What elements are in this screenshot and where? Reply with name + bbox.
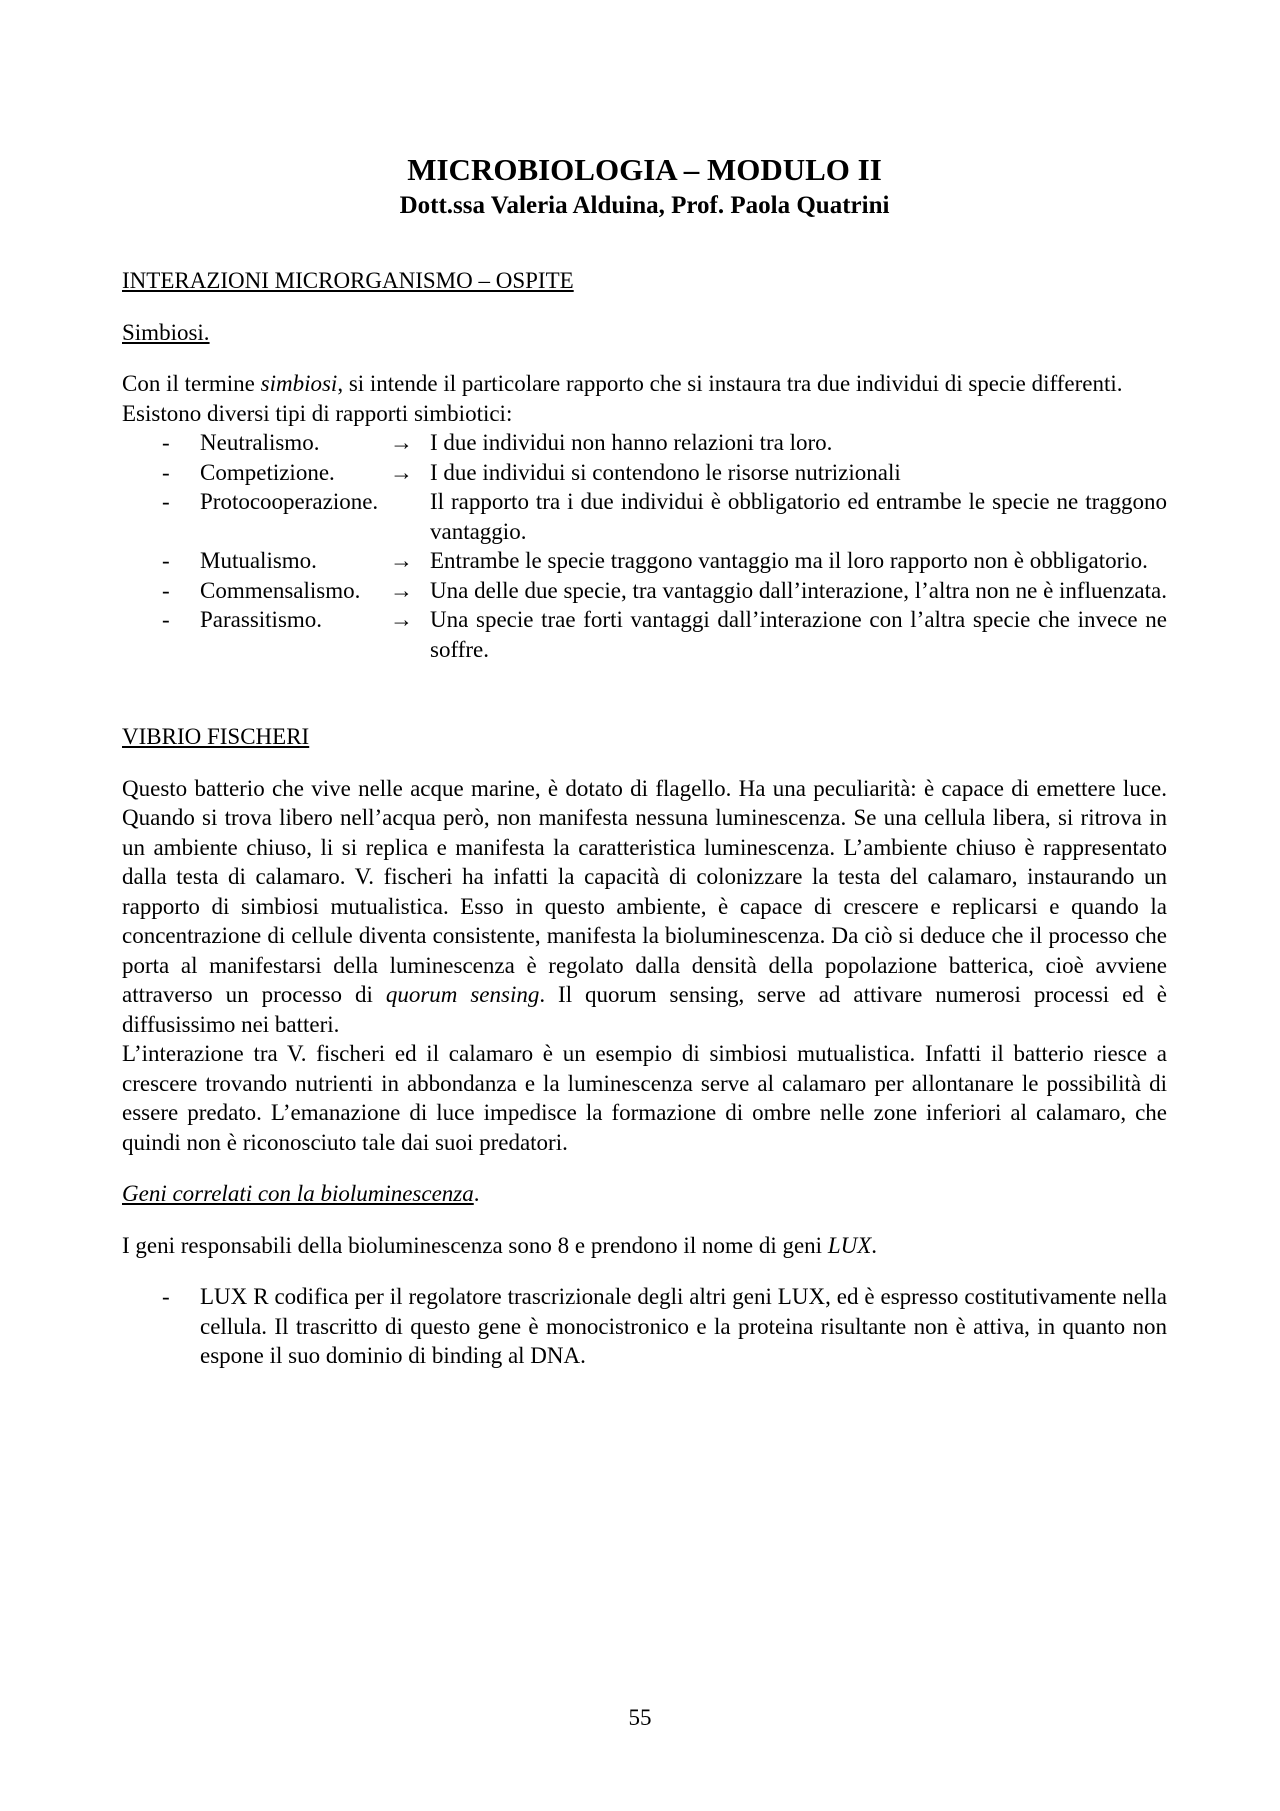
page-content <box>122 152 1167 1371</box>
right-arrow-icon: → <box>390 459 413 485</box>
list-dash: - <box>162 1284 170 1309</box>
document-authors: Dott.ssa Valeria Alduina, Prof. Paola Quatrini <box>399 192 890 219</box>
list-dash: - <box>162 430 170 455</box>
subheading-geni <box>122 1179 1167 1209</box>
type-description: Una specie trae forti vantaggi dall’interazione con l’altra specie che invece ne soffre. <box>430 607 1167 662</box>
list-dash: - <box>162 459 170 485</box>
type-name: Commensalismo. <box>200 577 361 603</box>
type-name: Neutralismo. <box>200 430 320 455</box>
list-dash: - <box>162 548 170 573</box>
genes-intro <box>122 1231 1167 1261</box>
list-item <box>122 428 1167 458</box>
definition-text-start: Con il termine <box>122 371 261 396</box>
paragraph-text-start: Questo batterio che vive nelle acque marine, è dotato di flagello. Ha una peculiarità: è capace di emettere luce. Quando si trova libero nell’acqua però, non manifesta nessuna luminescenza. Se una cellula libera, si ritrova in un ambiente chiuso, li si replica e manifesta la caratteristica luminescenza. L’ambiente chiuso è rappresentato dalla testa di calamaro. V. fischeri ha infatti la capacità di colonizzare la testa del calamaro, instaurando un rapporto di simbiosi mutualistica. Esso in questo ambiente, è capace di crescere e replicarsi e quando la concentrazione di cellule diventa consistente, manifesta la bioluminescenza. Da ciò si deduce che il processo che porta al manifestarsi della luminescenza è regolato dalla densità della popolazione batterica, cioè avviene attraverso un processo di <box>122 775 1167 1007</box>
lux-r-description: LUX R codifica per il regolatore trascrizionale degli altri geni LUX, ed è espresso costitutivamente nella cellula. Il trascritto di questo gene è monocistronico e la proteina risultante non è attiva, in quanto non espone il suo dominio di binding al DNA. <box>200 1284 1167 1368</box>
genes-text-start: I geni responsabili della bioluminescenza sono 8 e prendono il nome di geni <box>122 1232 828 1258</box>
type-description: Il rapporto tra i due individui è obbligatorio ed entrambe le specie ne traggono vantaggio. <box>430 489 1167 544</box>
definition-term: simbiosi <box>260 371 338 396</box>
subheading-simbiosi: Simbiosi. <box>122 319 210 345</box>
quorum-sensing-term: quorum sensing <box>385 982 540 1007</box>
list-item <box>122 605 1167 664</box>
paragraph-text-end: . Il quorum sensing, serve ad attivare numerosi processi ed è diffusissimo nei batteri. <box>122 982 1168 1037</box>
genes-text-end: . <box>871 1232 878 1258</box>
type-name: Protocooperazione. <box>200 489 379 514</box>
vibrio-paragraph-1 <box>122 774 1167 1040</box>
section-heading-vibrio: VIBRIO FISCHERI <box>122 724 310 749</box>
vibrio-paragraph-2: L’interazione tra V. fischeri ed il calamaro è un esempio di simbiosi mutualistica. Infatti il batterio riesce a crescere trovando nutrienti in abbondanza e la luminescenza serve al calamaro per allontanare le possibilità di essere predato. L’emanazione di luce impedisce la formazione di ombre nelle zone inferiori al calamaro, che quindi non è riconosciuto tale dai suoi predatori. <box>122 1041 1167 1155</box>
list-dash: - <box>162 577 170 603</box>
simbiosi-definition <box>122 369 1167 399</box>
definition-text-end: , si intende il particolare rapporto che si instaura tra due individui di specie differenti. <box>337 371 1123 396</box>
list-item <box>122 1282 1167 1371</box>
type-name: Competizione. <box>200 459 335 485</box>
type-name: Mutualismo. <box>200 548 317 573</box>
list-dash: - <box>162 489 170 514</box>
type-description: I due individui si contendono le risorse nutrizionali <box>430 459 901 485</box>
subheading-geni-dot: . <box>473 1181 480 1206</box>
type-description: I due individui non hanno relazioni tra loro. <box>430 430 833 455</box>
list-item <box>122 546 1167 576</box>
right-arrow-icon: → <box>390 607 413 632</box>
section-heading-interazioni: INTERAZIONI MICRORGANISMO – OSPITE <box>122 268 574 293</box>
right-arrow-icon: → <box>390 548 413 573</box>
lux-genes-list <box>122 1282 1167 1371</box>
right-arrow-icon: → <box>390 430 413 455</box>
list-item <box>122 576 1167 606</box>
lux-term: LUX <box>827 1232 872 1258</box>
type-description: Entrambe le specie traggono vantaggio ma il loro rapporto non è obbligatorio. <box>430 548 1148 573</box>
types-intro: Esistono diversi tipi di rapporti simbiotici: <box>122 400 513 426</box>
right-arrow-icon: → <box>390 577 413 603</box>
type-description: Una delle due specie, tra vantaggio dall’interazione, l’altra non ne è influenzata. <box>430 577 1167 603</box>
list-item <box>122 458 1167 488</box>
document-title: MICROBIOLOGIA – MODULO II <box>407 152 882 187</box>
subheading-geni-text: Geni correlati con la bioluminescenza <box>122 1181 474 1206</box>
symbiosis-types-list <box>122 428 1167 664</box>
list-item <box>122 487 1167 546</box>
list-dash: - <box>162 607 170 632</box>
page-number: 55 <box>628 1705 652 1730</box>
type-name: Parassitismo. <box>200 607 323 632</box>
